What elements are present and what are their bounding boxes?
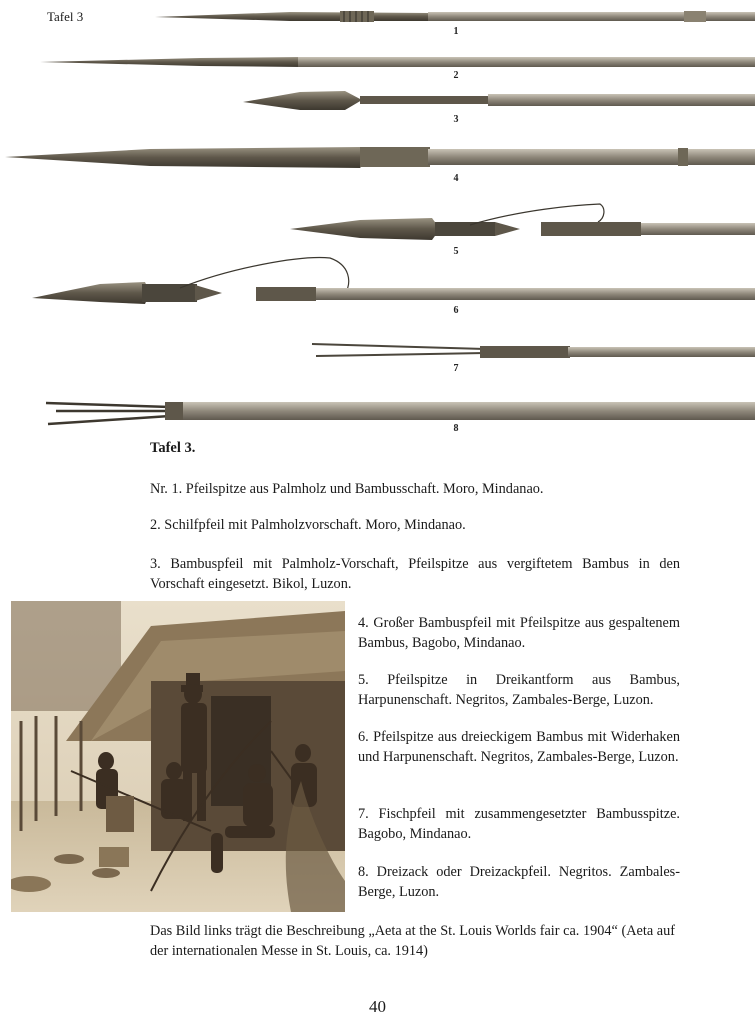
caption-item-7: 7. Fischpfeil mit zusammengesetzter Bambusspitze. Bagobo, Mindanao. bbox=[358, 806, 680, 842]
arrow-3 bbox=[243, 91, 755, 110]
arrow-2 bbox=[40, 57, 755, 67]
arrow-number: 1 bbox=[453, 26, 459, 37]
caption-item-5: 5. Pfeilspitze in Dreikantform aus Bambus, Harpunenschaft. Negritos, Zambales-Berge, Luzon. bbox=[358, 672, 680, 708]
photo-caption: Das Bild links trägt die Beschreibung „Aeta at the St. Louis Worlds fair ca. 1904“ (Aeta auf der internationalen Messe in St. Louis, ca. 1914) bbox=[150, 923, 676, 959]
arrow-1 bbox=[155, 11, 755, 22]
arrow-number: 2 bbox=[453, 70, 459, 81]
caption-item-2: 2. Schilfpfeil mit Palmholzvorschaft. Moro, Mindanao. bbox=[150, 517, 466, 533]
arrow-number: 6 bbox=[453, 305, 459, 316]
arrow-number: 3 bbox=[453, 114, 459, 125]
arrow-5 bbox=[290, 204, 755, 240]
caption-item-8: 8. Dreizack oder Dreizackpfeil. Negritos. Zambales-Berge, Luzon. bbox=[358, 864, 680, 900]
page-number: 40 bbox=[369, 997, 386, 1016]
arrow-8 bbox=[46, 402, 755, 424]
arrow-number: 4 bbox=[453, 173, 459, 184]
caption-item-1: Nr. 1. Pfeilspitze aus Palmholz und Bambusschaft. Moro, Mindanao. bbox=[150, 481, 544, 497]
plate-caption-title: Tafel 3. bbox=[150, 440, 196, 456]
caption-item-4: 4. Großer Bambuspfeil mit Pfeilspitze aus gespaltenem Bambus, Bagobo, Mindanao. bbox=[358, 615, 680, 651]
arrow-plate-figure bbox=[0, 0, 755, 440]
arrow-number: 5 bbox=[453, 246, 459, 257]
caption-item-6: 6. Pfeilspitze aus dreieckigem Bambus mit Widerhaken und Harpunenschaft. Negritos, Zambales-Berge, Luzon. bbox=[358, 729, 680, 765]
arrow-4 bbox=[5, 147, 755, 168]
plate-label: Tafel 3 bbox=[47, 9, 84, 24]
arrow-number: 7 bbox=[453, 363, 459, 374]
arrow-7 bbox=[312, 344, 755, 358]
caption-item-3: 3. Bambuspfeil mit Palmholz-Vorschaft, Pfeilspitze aus vergiftetem Bambus in den Vorschaft eingesetzt. Bikol, Luzon. bbox=[150, 556, 680, 592]
arrow-number: 8 bbox=[453, 423, 459, 434]
arrow-6 bbox=[32, 258, 755, 304]
historic-photo-aeta-archers bbox=[11, 601, 345, 912]
